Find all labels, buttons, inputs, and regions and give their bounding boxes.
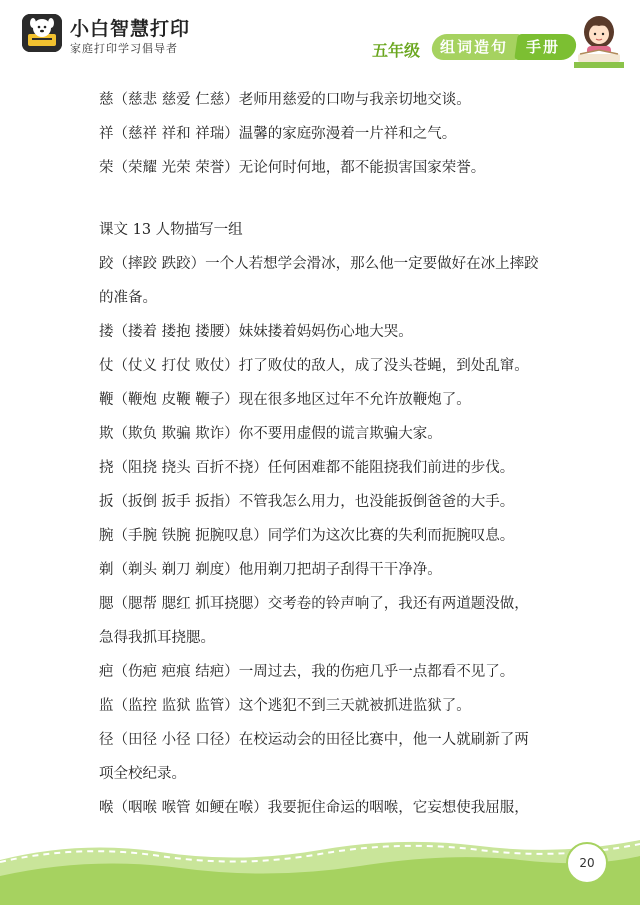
vocab-line: 仗（仗义 打仗 败仗）打了败仗的敌人，成了没头苍蝇，到处乱窜。	[99, 358, 529, 374]
vocab-line: 跤（摔跤 跌跤）一个人若想学会滑冰，那么他一定要做好在冰上摔跤	[99, 256, 539, 272]
vocab-line: 挠（阻挠 挠头 百折不挠）任何困难都不能阻挠我们前进的步伐。	[99, 460, 515, 476]
page-header	[0, 0, 640, 80]
dog-logo-icon	[22, 14, 62, 52]
vocab-line: 荣（荣耀 光荣 荣誉）无论何时何地，都不能损害国家荣誉。	[99, 160, 486, 176]
vocab-line: 欺（欺负 欺骗 欺诈）你不要用虚假的谎言欺骗大家。	[99, 426, 442, 442]
vocab-line: 腕（手腕 铁腕 扼腕叹息）同学们为这次比赛的失利而扼腕叹息。	[99, 528, 515, 544]
brand-name: 小白智慧打印	[70, 18, 191, 40]
page-number: 20	[566, 842, 608, 884]
vocab-line-continuation: 项全校纪录。	[99, 766, 186, 782]
reading-girl-icon	[572, 10, 626, 70]
vocab-line: 腮（腮帮 腮红 抓耳挠腮）交考卷的铃声响了，我还有两道题没做，	[99, 596, 529, 612]
series-label: 组词造句	[440, 38, 509, 56]
manual-label: 手册	[526, 38, 561, 56]
vocab-line: 搂（搂着 搂抱 搂腰）妹妹搂着妈妈伤心地大哭。	[99, 324, 413, 340]
vocab-line: 监（监控 监狱 监管）这个逃犯不到三天就被抓进监狱了。	[99, 698, 471, 714]
vocab-line: 疤（伤疤 疤痕 结疤）一周过去，我的伤疤几乎一点都看不见了。	[99, 664, 515, 680]
vocab-line: 径（田径 小径 口径）在校运动会的田径比赛中，他一人就刷新了两	[99, 732, 529, 748]
brand-slogan: 家庭打印学习倡导者	[70, 42, 178, 55]
vocab-line-continuation: 的准备。	[99, 290, 157, 306]
grade-label: 五年级	[372, 41, 421, 60]
footer-wave	[0, 810, 640, 905]
vocab-line: 慈（慈悲 慈爱 仁慈）老师用慈爱的口吻与我亲切地交谈。	[99, 92, 471, 108]
vocab-line-continuation: 急得我抓耳挠腮。	[99, 630, 215, 646]
section-title: 课文 13 人物描写一组	[99, 222, 243, 238]
vocab-line: 剃（剃头 剃刀 剃度）他用剃刀把胡子刮得干干净净。	[99, 562, 442, 578]
vocab-line: 鞭（鞭炮 皮鞭 鞭子）现在很多地区过年不允许放鞭炮了。	[99, 392, 471, 408]
vocab-line: 扳（扳倒 扳手 扳指）不管我怎么用力，也没能扳倒爸爸的大手。	[99, 494, 515, 510]
vocab-line: 喉（咽喉 喉管 如鲠在喉）我要扼住命运的咽喉，它妄想使我屈服，	[99, 800, 529, 816]
vocab-line: 祥（慈祥 祥和 祥瑞）温馨的家庭弥漫着一片祥和之气。	[99, 126, 457, 142]
